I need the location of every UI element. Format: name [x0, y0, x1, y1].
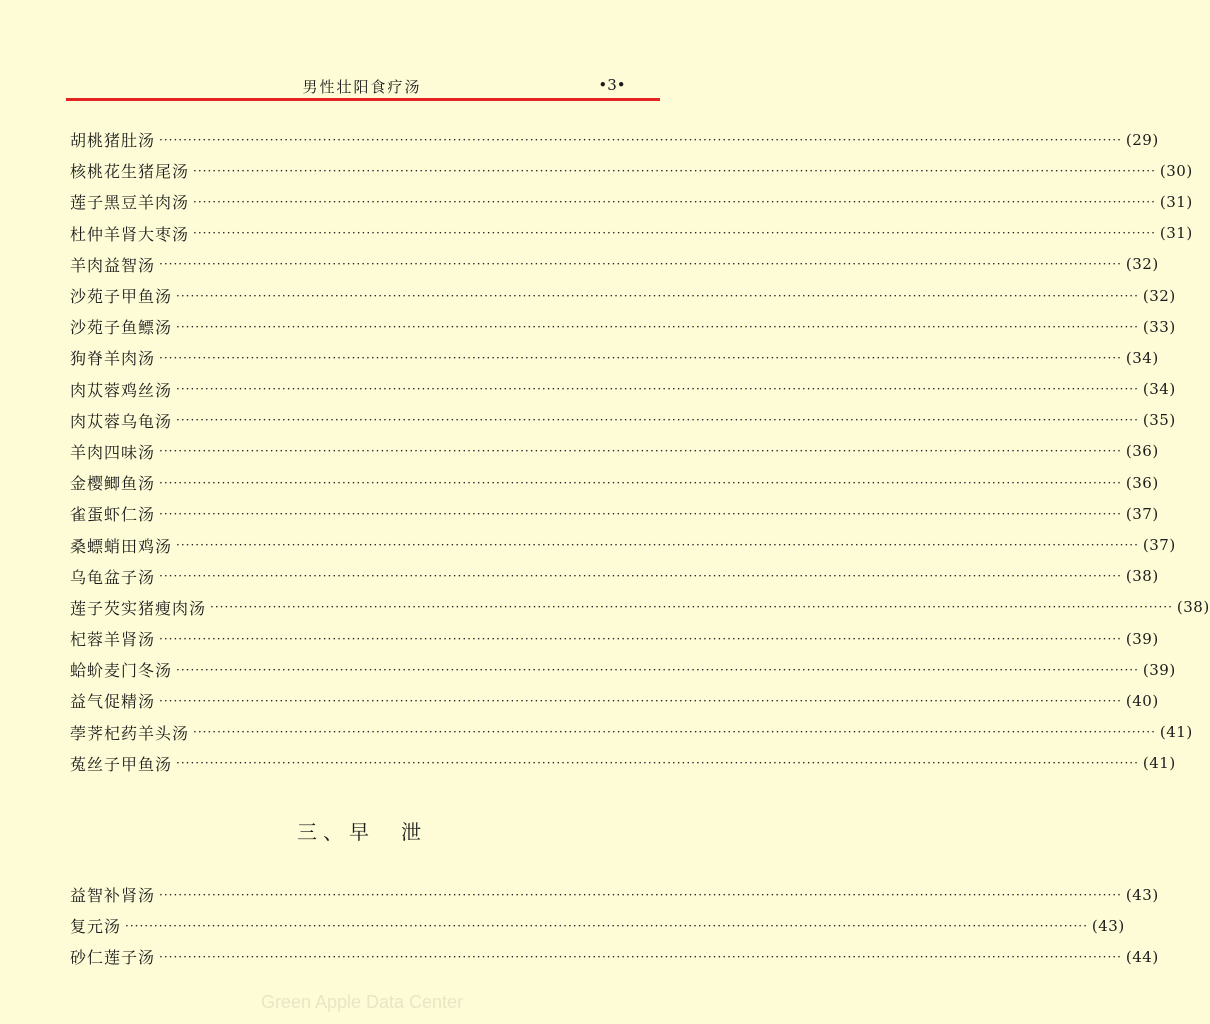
toc-entry-page: (41): [1142, 754, 1176, 773]
toc-entry-title: 肉苁蓉鸡丝汤: [70, 380, 173, 400]
section-heading: 三、早 泄: [297, 820, 427, 844]
toc-entry-title: 杜仲羊肾大枣汤: [70, 224, 190, 244]
toc-entry-title: 狗脊羊肉汤: [70, 349, 156, 369]
toc-entry-page: (34): [1142, 380, 1176, 399]
dot-leader: ········································································································································································································: [159, 693, 1122, 708]
page-number: •3•: [598, 76, 626, 94]
dot-leader: ········································································································································································································: [159, 631, 1122, 646]
dot-leader: ········································································································································································································: [210, 600, 1173, 615]
toc-entry-title: 羊肉益智汤: [70, 255, 156, 275]
toc-entry-title: 沙苑子鱼鳔汤: [70, 318, 173, 338]
toc-entry-title: 杞蓉羊肾汤: [70, 630, 156, 650]
dot-leader: ········································································································································································································: [159, 132, 1122, 147]
dot-leader: ········································································································································································································: [159, 257, 1122, 272]
dot-leader: ········································································································································································································: [193, 226, 1156, 241]
toc-entry-title: 沙苑子甲鱼汤: [70, 287, 173, 307]
toc-entry[interactable]: [70, 910, 1125, 941]
toc-entry[interactable]: [70, 155, 1193, 186]
running-header-title: 男性壮阳食疗汤: [302, 78, 422, 96]
toc-entry[interactable]: [70, 311, 1176, 342]
dot-leader: ········································································································································································································: [176, 538, 1139, 553]
toc-entry-page: (32): [1142, 286, 1176, 305]
toc-entry[interactable]: [70, 941, 1159, 972]
toc-entry-title: 胡桃猪肚汤: [70, 131, 156, 151]
toc-entry-page: (35): [1142, 411, 1176, 430]
toc-entry-title: 蛤蚧麦门冬汤: [70, 661, 173, 681]
toc-entry[interactable]: [70, 498, 1159, 529]
toc-entry-page: (40): [1125, 691, 1159, 710]
toc-entry[interactable]: [70, 249, 1159, 280]
toc-entry-page: (44): [1125, 947, 1159, 966]
dot-leader: ········································································································································································································: [159, 949, 1122, 964]
toc-entry-page: (33): [1142, 317, 1176, 336]
toc-entry[interactable]: [70, 623, 1159, 654]
toc-list: [70, 124, 1210, 779]
toc-entry-page: (43): [1125, 885, 1159, 904]
toc-entry-title: 莲子芡实猪瘦肉汤: [70, 598, 207, 618]
toc-entry-title: 羊肉四味汤: [70, 442, 156, 462]
toc-entry-page: (37): [1142, 536, 1176, 555]
toc-entry-page: (29): [1125, 130, 1159, 149]
toc-entry-title: 菟丝子甲鱼汤: [70, 754, 173, 774]
toc-entry[interactable]: [70, 405, 1176, 436]
toc-entry[interactable]: [70, 748, 1176, 779]
toc-entry-page: (39): [1125, 629, 1159, 648]
toc-entry-title: 复元汤: [70, 917, 122, 937]
toc-entry[interactable]: [70, 218, 1193, 249]
toc-entry-title: 桑螵蛸田鸡汤: [70, 536, 173, 556]
toc-entry-page: (31): [1159, 224, 1193, 243]
dot-leader: ········································································································································································································: [125, 918, 1088, 933]
toc-entry-page: (39): [1142, 660, 1176, 679]
dot-leader: ········································································································································································································: [176, 288, 1139, 303]
toc-entry-title: 雀蛋虾仁汤: [70, 505, 156, 525]
toc-entry-title: 砂仁莲子汤: [70, 948, 156, 968]
dot-leader: ········································································································································································································: [159, 350, 1122, 365]
toc-entry[interactable]: [70, 467, 1159, 498]
toc-entry-title: 乌龟盆子汤: [70, 567, 156, 587]
toc-entry[interactable]: [70, 124, 1159, 155]
toc-entry-page: (38): [1125, 567, 1159, 586]
toc-entry-title: 益气促精汤: [70, 692, 156, 712]
toc-entry[interactable]: [70, 186, 1193, 217]
toc-entry-title: 荸荠杞药羊头汤: [70, 723, 190, 743]
toc-entry-title: 肉苁蓉乌龟汤: [70, 411, 173, 431]
dot-leader: ········································································································································································································: [159, 887, 1122, 902]
dot-leader: ········································································································································································································: [159, 506, 1122, 521]
toc-entry[interactable]: [70, 374, 1176, 405]
dot-leader: ········································································································································································································: [176, 756, 1139, 771]
toc-entry-title: 莲子黑豆羊肉汤: [70, 193, 190, 213]
toc-entry-page: (34): [1125, 348, 1159, 367]
toc-entry[interactable]: [70, 592, 1210, 623]
toc-entry-page: (36): [1125, 473, 1159, 492]
toc-entry[interactable]: [70, 561, 1159, 592]
dot-leader: ········································································································································································································: [176, 319, 1139, 334]
toc-entry[interactable]: [70, 280, 1176, 311]
toc-entry[interactable]: [70, 879, 1159, 910]
watermark: Green Apple Data Center: [260, 992, 464, 1012]
toc-entry-page: (37): [1125, 504, 1159, 523]
dot-leader: ········································································································································································································: [176, 662, 1139, 677]
dot-leader: ········································································································································································································: [193, 194, 1156, 209]
toc-entry-title: 核桃花生猪尾汤: [70, 162, 190, 182]
dot-leader: ········································································································································································································: [159, 569, 1122, 584]
toc-entry-page: (30): [1159, 161, 1193, 180]
toc-entry-title: 益智补肾汤: [70, 886, 156, 906]
dot-leader: ········································································································································································································: [193, 163, 1156, 178]
toc-entry-page: (38): [1176, 598, 1210, 617]
toc-entry[interactable]: [70, 436, 1159, 467]
dot-leader: ········································································································································································································: [176, 382, 1139, 397]
toc-entry[interactable]: [70, 529, 1176, 560]
toc-entry-page: (43): [1091, 916, 1125, 935]
dot-leader: ········································································································································································································: [193, 725, 1156, 740]
toc-entry[interactable]: [70, 717, 1193, 748]
toc-entry[interactable]: [70, 342, 1159, 373]
toc-entry-page: (41): [1159, 723, 1193, 742]
dot-leader: ········································································································································································································: [159, 475, 1122, 490]
dot-leader: ········································································································································································································: [159, 444, 1122, 459]
dot-leader: ········································································································································································································: [176, 413, 1139, 428]
toc-list-section-3: [70, 879, 1159, 973]
toc-entry-title: 金樱鲫鱼汤: [70, 474, 156, 494]
toc-entry-page: (32): [1125, 255, 1159, 274]
toc-entry[interactable]: [70, 654, 1176, 685]
toc-entry-page: (31): [1159, 192, 1193, 211]
toc-entry[interactable]: [70, 685, 1159, 716]
header-rule: [66, 98, 660, 101]
toc-entry-page: (36): [1125, 442, 1159, 461]
